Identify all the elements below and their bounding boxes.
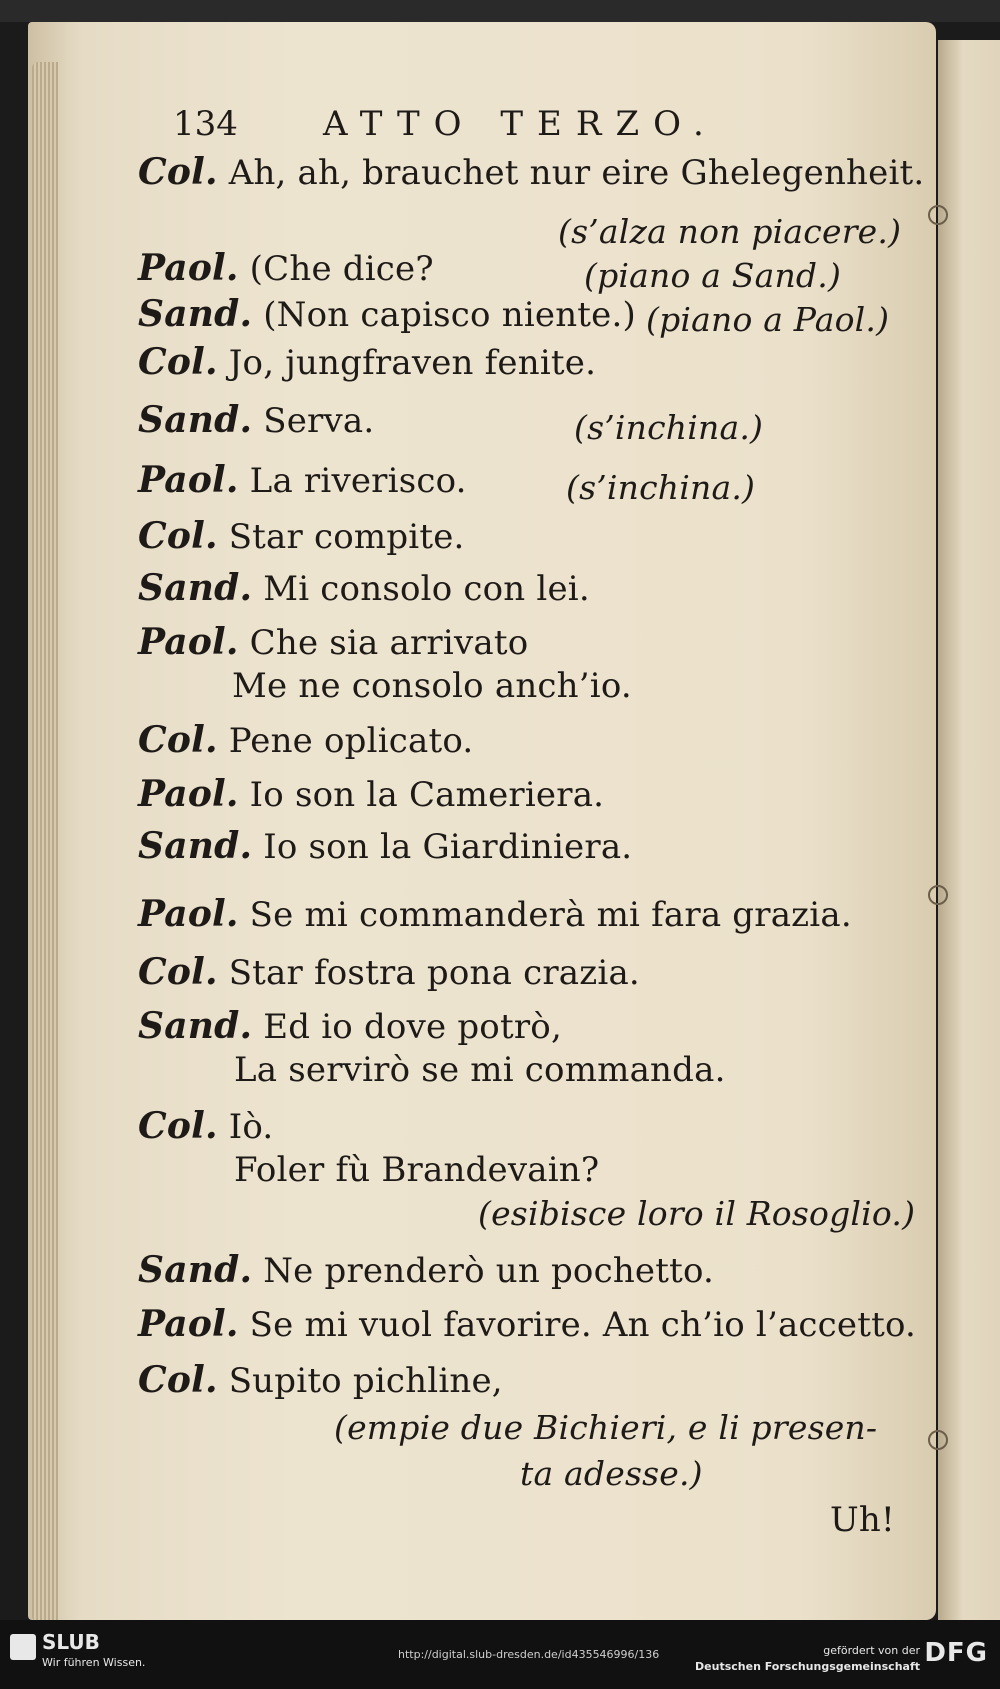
slub-logo-icon <box>10 1634 36 1660</box>
line-text: Se mi commanderà mi fara grazia. <box>238 895 852 935</box>
page-stack-edge <box>32 62 58 1622</box>
binding-clasp <box>928 1430 948 1450</box>
binding-clasp <box>928 885 948 905</box>
scan-top-border <box>0 0 1000 22</box>
speaker-name: Col. <box>138 1105 218 1147</box>
funding-line-2: Deutschen Forschungsgemeinschaft <box>695 1660 920 1673</box>
dialogue-line <box>138 894 852 935</box>
speaker-name: Paol. <box>138 1303 239 1345</box>
dialogue-line <box>138 516 465 557</box>
speaker-name: Sand. <box>138 399 253 441</box>
line-text: Ne prenderò un pochetto. <box>252 1251 715 1291</box>
dialogue-continuation: Foler fù Brandevain? <box>234 1150 600 1190</box>
line-text: (Che dice? <box>238 249 434 289</box>
dialogue-line <box>138 1304 916 1345</box>
line-text: Star fostra pona crazia. <box>217 953 640 993</box>
dialogue-line <box>138 826 632 867</box>
dialogue-line <box>138 1006 562 1047</box>
line-text: (Non capisco niente.) <box>252 295 636 335</box>
dialogue-line <box>138 774 604 815</box>
line-text: Che sia arrivato <box>238 623 529 663</box>
line-text: Iò. <box>217 1107 274 1147</box>
speaker-name: Col. <box>138 515 218 557</box>
binding-clasp <box>928 205 948 225</box>
dialogue-line <box>138 1360 503 1401</box>
stage-direction: (piano a Paol.) <box>646 300 890 339</box>
line-text: Ah, ah, brauchet nur eire Ghelegenheit. <box>217 153 925 193</box>
speaker-name: Paol. <box>138 621 239 663</box>
stage-direction: (s’alza non piacere.) <box>558 212 902 251</box>
dialogue-continuation: Me ne consolo anch’io. <box>232 666 632 706</box>
speaker-name: Sand. <box>138 1249 253 1291</box>
line-text: Ed io dove potrò, <box>252 1007 562 1047</box>
book-page <box>28 22 936 1620</box>
page-number: 134 <box>173 104 238 144</box>
line-text: Supito pichline, <box>217 1361 503 1401</box>
dialogue-line <box>138 720 473 761</box>
speaker-name: Col. <box>138 341 218 383</box>
running-title: ATTO TERZO. <box>323 104 718 144</box>
line-text: Star compite. <box>217 517 465 557</box>
stage-direction: (piano a Sand.) <box>584 256 842 295</box>
line-text: Mi consolo con lei. <box>252 569 590 609</box>
dialogue-line <box>138 248 434 289</box>
line-text: Serva. <box>252 401 375 441</box>
speaker-name: Sand. <box>138 567 253 609</box>
line-text: Io son la Giardiniera. <box>252 827 633 867</box>
line-text: Pene oplicato. <box>217 721 474 761</box>
dialogue-continuation: Uh! <box>830 1500 895 1540</box>
stage-direction: (s’inchina.) <box>574 408 764 447</box>
stage-direction: (empie due Bichieri, e li presen- <box>334 1408 878 1447</box>
funding-line-1: gefördert von der <box>823 1644 920 1657</box>
dialogue-line <box>138 400 374 441</box>
stage-direction: (esibisce loro il Rosoglio.) <box>478 1194 916 1233</box>
slub-logo-name: SLUB <box>42 1630 100 1654</box>
dialogue-line <box>138 1250 714 1291</box>
dfg-logo: DFG <box>924 1638 988 1668</box>
dialogue-line <box>138 342 596 383</box>
speaker-name: Sand. <box>138 825 253 867</box>
viewer-footer <box>0 1620 1000 1689</box>
speaker-name: Sand. <box>138 293 253 335</box>
speaker-name: Col. <box>138 951 218 993</box>
speaker-name: Paol. <box>138 893 239 935</box>
stage-direction: (s’inchina.) <box>566 468 756 507</box>
dialogue-line <box>138 152 924 193</box>
speaker-name: Sand. <box>138 1005 253 1047</box>
dialogue-line <box>138 1106 273 1147</box>
dialogue-line <box>138 294 636 335</box>
slub-tagline: Wir führen Wissen. <box>42 1656 146 1669</box>
dialogue-line <box>138 568 590 609</box>
line-text: Io son la Cameriera. <box>238 775 605 815</box>
dialogue-line <box>138 460 467 501</box>
speaker-name: Paol. <box>138 459 239 501</box>
speaker-name: Paol. <box>138 773 239 815</box>
line-text: Se mi vuol favorire. An ch’io l’accetto. <box>238 1305 917 1345</box>
dialogue-line <box>138 952 640 993</box>
facing-page-edge <box>938 40 1000 1620</box>
dialogue-continuation: La servirò se mi commanda. <box>234 1050 726 1090</box>
source-url[interactable]: http://digital.slub-dresden.de/id435546996/136 <box>398 1648 660 1661</box>
speaker-name: Col. <box>138 1359 218 1401</box>
line-text: Jo, jungfraven fenite. <box>217 343 597 383</box>
speaker-name: Col. <box>138 719 218 761</box>
dialogue-line <box>138 622 528 663</box>
line-text: La riverisco. <box>238 461 467 501</box>
stage-direction: ta adesse.) <box>520 1454 703 1493</box>
speaker-name: Col. <box>138 151 218 193</box>
speaker-name: Paol. <box>138 247 239 289</box>
